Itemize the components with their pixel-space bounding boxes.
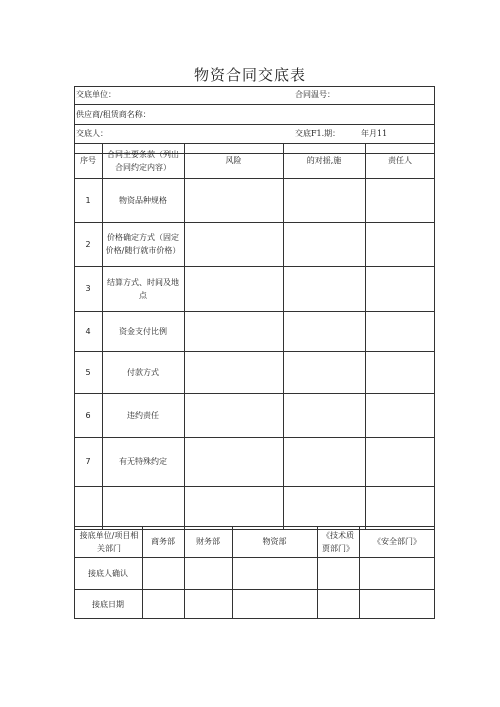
col-divider bbox=[365, 143, 366, 530]
header-terms: 合同主要条款（列出合同约定内容） bbox=[107, 149, 179, 172]
divider bbox=[74, 104, 435, 105]
date-label: 交底F1.期： bbox=[295, 129, 341, 138]
header-measures: 的对揺,施 bbox=[306, 156, 342, 165]
dept-technical: 《技术质贾部门》 bbox=[322, 530, 354, 553]
unit-label: 交底单位： bbox=[76, 90, 116, 99]
col-divider bbox=[283, 143, 284, 530]
page-title: 物资合同交底表 bbox=[193, 66, 306, 84]
row-item: 结算方式、时间及地点 bbox=[107, 277, 179, 300]
dept-finance: 财务部 bbox=[196, 537, 220, 546]
confirm-label: 接底人确认 bbox=[88, 568, 128, 578]
contract-no-label: 合同温号： bbox=[295, 90, 335, 99]
date-suffix: 年月11 bbox=[361, 129, 388, 138]
row-item: 物资品种规格 bbox=[119, 195, 167, 205]
header-owner: 责任人 bbox=[388, 156, 412, 165]
dept-materials: 物资部 bbox=[262, 537, 287, 546]
row-item: 资金支付比例 bbox=[119, 326, 167, 336]
row-item bbox=[104, 486, 182, 530]
divider bbox=[74, 124, 435, 125]
row-item: 有无特殊约定 bbox=[119, 457, 167, 466]
header-seq: 序号 bbox=[80, 156, 96, 165]
header-risk: 风险 bbox=[225, 156, 242, 165]
supplier-label: 供应商/租赁商名称： bbox=[76, 110, 151, 119]
row-item: 价格确定方式（固定价格/随行就市价格） bbox=[105, 233, 181, 255]
row-number: 1 bbox=[85, 195, 91, 205]
row-item: 付款方式 bbox=[127, 367, 159, 377]
dept-safety: 《安全部门》 bbox=[373, 537, 421, 546]
receivers-header: 接底单位/项目相关部门 bbox=[79, 530, 139, 553]
row-number: 2 bbox=[85, 239, 91, 249]
col-divider bbox=[317, 526, 318, 619]
row-item: 违约责任 bbox=[127, 410, 159, 420]
dept-business: 商务部 bbox=[151, 537, 175, 546]
row-number: 7 bbox=[85, 457, 91, 466]
person-label: 交底人： bbox=[76, 129, 108, 138]
row-number: 3 bbox=[85, 284, 91, 293]
row-number: 4 bbox=[85, 326, 91, 336]
row-number: 6 bbox=[85, 410, 91, 420]
col-divider bbox=[184, 143, 185, 530]
col-divider bbox=[102, 143, 103, 530]
receive-date-label: 接底日期 bbox=[92, 599, 124, 609]
row-number bbox=[74, 486, 102, 530]
row-number: 5 bbox=[85, 367, 91, 377]
